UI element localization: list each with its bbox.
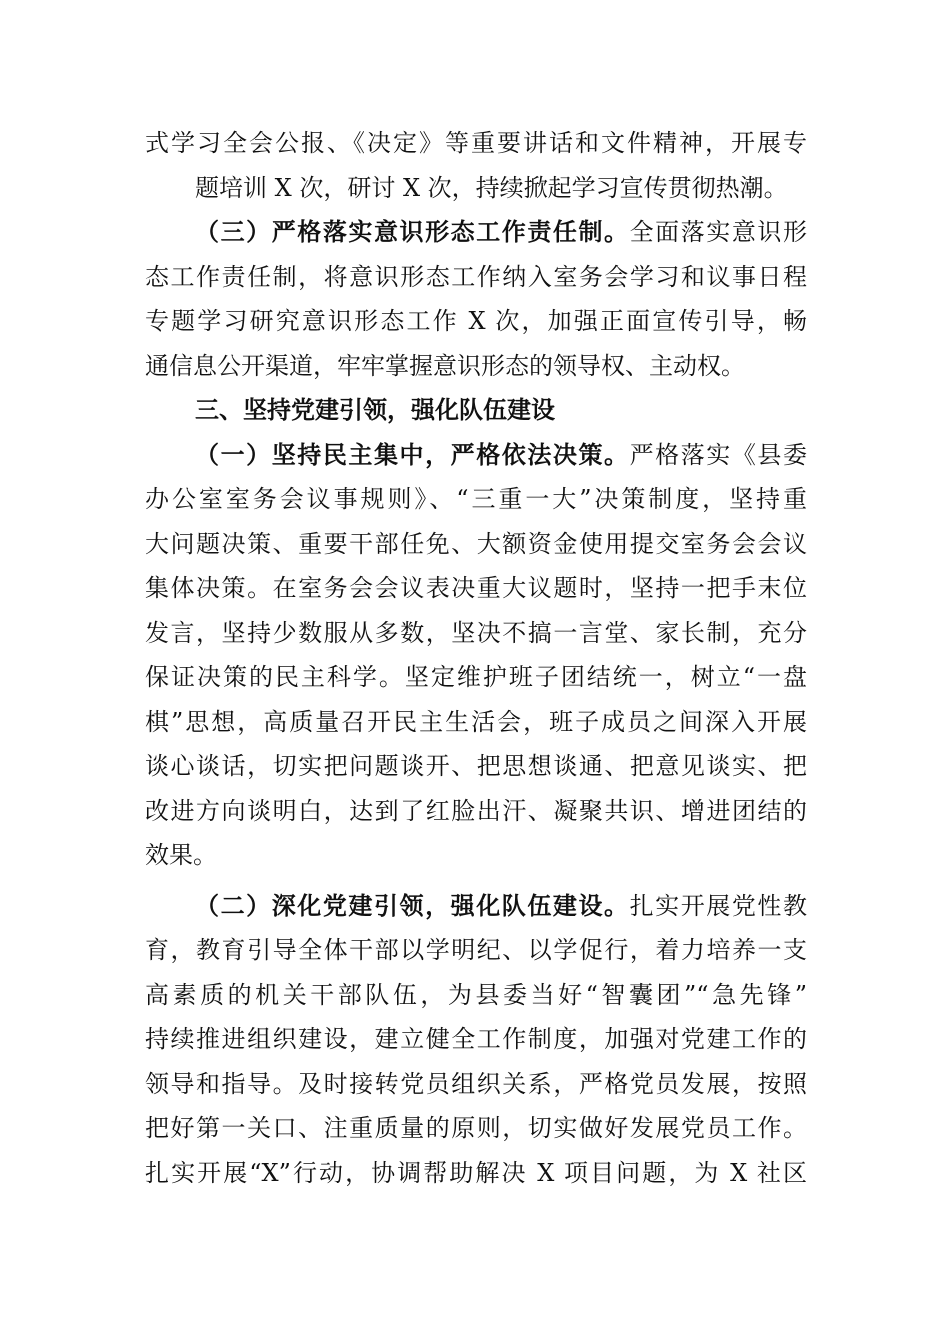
- paragraph-party-building: [145, 884, 807, 1196]
- paragraph-lead: （一）坚持民主集中，严格依法决策。: [195, 439, 630, 469]
- text-line: 式学习全会公报、《决定》等重要讲话和文件精神，开展专: [145, 129, 807, 157]
- section-heading: 三、坚持党建引领，强化队伍建设: [195, 396, 555, 424]
- paragraph-ideology-responsibility: [145, 210, 807, 388]
- paragraph-lead: （二）深化党建引领，强化队伍建设。: [195, 890, 630, 920]
- text-line: 领导和指导。及时接转党员组织关系，严格党员发展，按照: [145, 1069, 807, 1098]
- text-line: 效果。: [145, 841, 217, 869]
- text-line: 办公室室务会议事规则》、“三重一大”决策制度，坚持重: [145, 485, 807, 513]
- text-line: 改进方向谈明白，达到了红脸出汗、凝聚共识、增进团结的: [145, 796, 807, 825]
- text-line: 题培训 X 次，研讨 X 次，持续掀起学习宣传贯彻热潮。: [195, 173, 788, 202]
- text-line: 高素质的机关干部队伍，为县委当好“智囊团”“急先锋”: [145, 980, 807, 1009]
- text-line: [145, 884, 807, 929]
- text-line: 通信息公开渠道，牢牢掌握意识形态的领导权、主动权。: [145, 351, 745, 380]
- paragraph-lead-rest: 全面落实意识形: [629, 218, 807, 246]
- text-line: 持续推进组织建设，建立健全工作制度，加强对党建工作的: [145, 1025, 807, 1053]
- text-line: 棋”思想，高质量召开民主生活会，班子成员之间深入开展: [145, 707, 807, 736]
- paragraph-study-plenary: [145, 121, 807, 210]
- text-line: 保证决策的民主科学。坚定维护班子团结统一，树立“一盘: [145, 663, 807, 691]
- text-line: 把好第一关口、注重质量的原则，切实做好发展党员工作。: [145, 1114, 807, 1142]
- paragraph-lead-rest: 严格落实《县委: [629, 440, 807, 469]
- text-line: 专题学习研究意识形态工作 X 次，加强正面宣传引导，畅: [145, 307, 807, 335]
- text-line: 谈心谈话，切实把问题谈开、把思想谈通、把意见谈实、把: [145, 752, 807, 780]
- text-line: [145, 210, 807, 255]
- text-line: 育，教育引导全体干部以学明纪、以学促行，着力培养一支: [145, 936, 807, 964]
- text-line: 大问题决策、重要干部任免、大额资金使用提交室务会会议: [145, 529, 807, 558]
- text-line: 扎实开展“X”行动，协调帮助解决 X 项目问题，为 X 社区: [145, 1158, 807, 1187]
- paragraph-democratic-centralism: [145, 433, 807, 878]
- paragraph-lead-rest: 扎实开展党性教: [629, 891, 807, 920]
- paragraph-lead: （三）严格落实意识形态工作责任制。: [195, 217, 630, 246]
- text-line: 集体决策。在室务会会议表决重大议题时，坚持一把手末位: [145, 574, 807, 602]
- document-body: [145, 121, 807, 1195]
- text-line: [145, 433, 807, 478]
- text-line: 态工作责任制，将意识形态工作纳入室务会学习和议事日程: [145, 262, 807, 291]
- text-line: 发言，坚持少数服从多数，坚决不搞一言堂、家长制，充分: [145, 618, 807, 647]
